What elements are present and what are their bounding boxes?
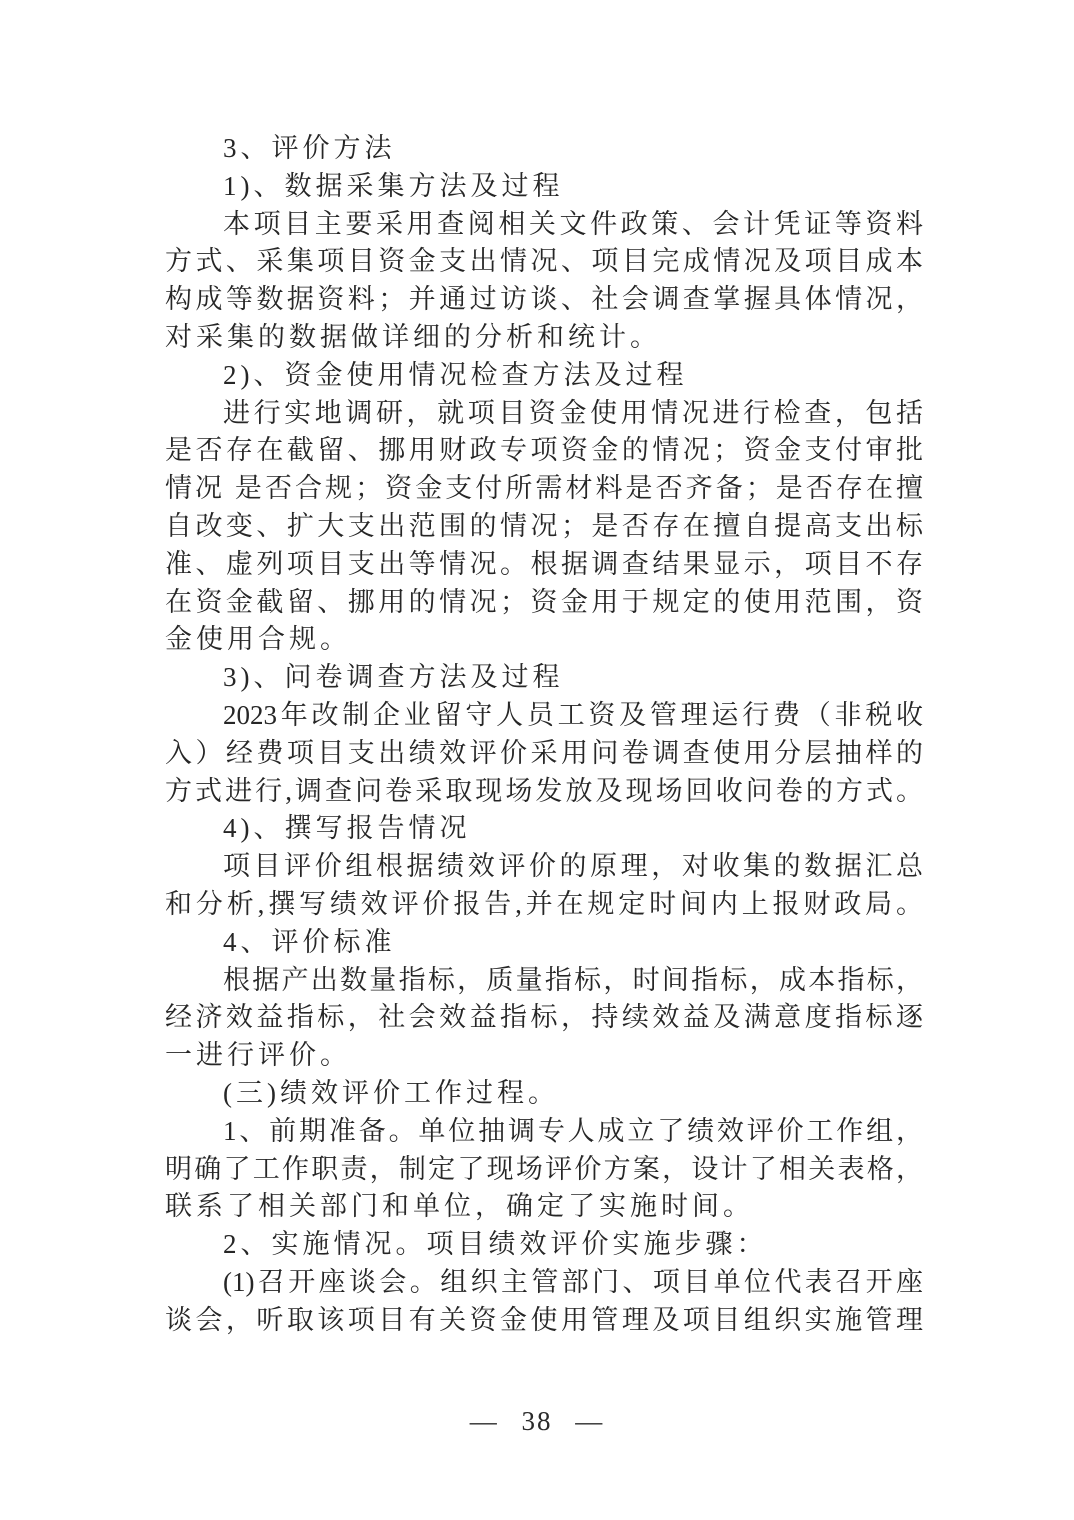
text-line: 构成等数据资料；并通过访谈、社会调查掌握具体情况， bbox=[165, 284, 923, 315]
text-line: 情况 是否合规；资金支付所需材料是否齐备；是否存在擅 bbox=[165, 473, 923, 504]
text-line: 项目评价组根据绩效评价的原理，对收集的数据汇总 bbox=[223, 851, 923, 882]
text-line: 对采集的数据做详细的分析和统计。 bbox=[165, 321, 661, 352]
text-line: 是否存在截留、挪用财政专项资金的情况；资金支付审批 bbox=[165, 435, 923, 466]
text-line: 准、虚列项目支出等情况。根据调查结果显示，项目不存 bbox=[165, 548, 923, 579]
text-line: 入）经费项目支出绩效评价采用问卷调查使用分层抽样的 bbox=[165, 737, 923, 768]
text-line: (1)召开座谈会。组织主管部门、项目单位代表召开座 bbox=[223, 1266, 923, 1297]
heading-line: 3、评价方法 bbox=[223, 133, 396, 163]
heading-line: 1)、数据采集方法及过程 bbox=[223, 170, 564, 201]
document-body bbox=[165, 130, 923, 1340]
text-line: 经济效益指标，社会效益指标，持续效益及满意度指标逐 bbox=[165, 1002, 923, 1033]
text-line: 明确了工作职责，制定了现场评价方案，设计了相关表格， bbox=[165, 1153, 923, 1184]
text-line: 2023年改制企业留守人员工资及管理运行费（非税收 bbox=[223, 699, 923, 730]
text-line: 和分析,撰写绩效评价报告,并在规定时间内上报财政局。 bbox=[165, 888, 923, 919]
text-line: 一进行评价。 bbox=[165, 1040, 351, 1071]
heading-line: 2、实施情况。项目绩效评价实施步骤： bbox=[223, 1229, 768, 1260]
text-line: 1、前期准备。单位抽调专人成立了绩效评价工作组， bbox=[223, 1115, 923, 1146]
heading-line: 2)、资金使用情况检查方法及过程 bbox=[223, 359, 688, 390]
text-line: 根据产出数量指标，质量指标，时间指标，成本指标， bbox=[223, 964, 923, 995]
text-line: 联系了相关部门和单位，确定了实施时间。 bbox=[165, 1191, 754, 1222]
text-line: 方式、采集项目资金支出情况、项目完成情况及项目成本 bbox=[165, 246, 923, 277]
text-line: 方式进行,调查问卷采取现场发放及现场回收问卷的方式。 bbox=[165, 775, 923, 806]
page-number: — 38 — bbox=[469, 1406, 605, 1436]
text-line: 在资金截留、挪用的情况；资金用于规定的使用范围，资 bbox=[165, 586, 923, 617]
text-line: 进行实地调研，就项目资金使用情况进行检查，包括 bbox=[223, 397, 923, 428]
heading-line: 4、评价标准 bbox=[223, 926, 396, 957]
text-line: 谈会，听取该项目有关资金使用管理及项目组织实施管理 bbox=[165, 1304, 923, 1335]
text-line: 金使用合规。 bbox=[165, 624, 351, 655]
heading-line: 3)、问卷调查方法及过程 bbox=[223, 662, 564, 693]
heading-line: 4)、撰写报告情况 bbox=[223, 813, 471, 844]
text-line: 自改变、扩大支出范围的情况；是否存在擅自提高支出标 bbox=[165, 510, 923, 541]
text-line: 本项目主要采用查阅相关文件政策、会计凭证等资料 bbox=[223, 208, 923, 239]
heading-line: (三)绩效评价工作过程。 bbox=[223, 1077, 559, 1108]
